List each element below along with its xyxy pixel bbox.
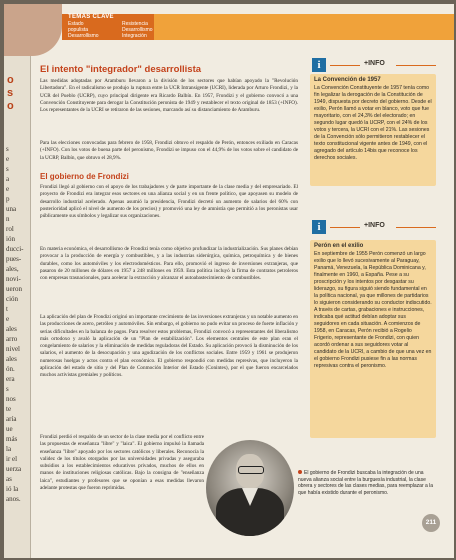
left-page-fragment: nivel	[6, 345, 20, 353]
paragraph-6: Frondizi perdió el respaldo de un sector de la clase media por el conflicto entre las propuestas de enseñanza "libre" y "laica". El gobierno impulsó la llamada enseñanza "libre" apoyado por los sectores católicos y liberales. Reconocía la validez de los títulos otorgados por las universidades privadas y aseguraba subsidios a los establecimientos educativos privados, muchos de ellos en manos de instituciones religiosas católicas. Bajo la consigna de "enseñanza laica", estudiantes y profesores que se oponían a esas medidas llevaron adelante protestas que fueron reprimidas.	[40, 434, 204, 492]
left-page-letter: o	[7, 74, 14, 86]
left-page-fragment: as	[6, 475, 12, 483]
info-tag: +INFO	[364, 222, 385, 229]
left-page-fragment: s	[6, 385, 9, 393]
paragraph-2: Para las elecciones convocadas para febrero de 1958, Frondizi obtuvo el respaldo de Perón, entonces exiliado en Caracas (+INFO). Con los votos de buena parte del peronismo, Frondizi se impuso con el 44,9% de los votos sobre el candidato de la UCRP, Balbín, que obtuvo el 28,9%.	[40, 140, 298, 161]
left-page-fragment: ir el	[6, 455, 18, 463]
left-page-fragment: ción	[6, 295, 19, 303]
left-page-fragment: más	[6, 435, 18, 443]
left-page-fragment: rol	[6, 225, 14, 233]
left-page-fragment: e	[6, 315, 10, 323]
banner-keyword: Integración	[122, 33, 147, 39]
left-page-fragment: ales,	[6, 265, 19, 273]
left-page-fragment: ales	[6, 355, 17, 363]
info-box-title: Perón en el exilio	[314, 243, 364, 249]
info-box-1-header	[310, 58, 436, 72]
paragraph-5: La aplicación del plan de Frondizi originó un importante crecimiento de las inversiones extranjeras y un notable aumento en las producciones de acero, petróleo y automóviles. Sin embargo, el gobierno no pudo evitar un proceso de fuerte inflación y serias dificultades en la balanza de pagos. Para resolver estos problemas, Frondizi convocó a representantes del liberalismo más ortodoxo y avaló la aplicación de un "Plan de estabilización". Los elementos centrales de este plan eran el congelamiento de salarios y la eliminación de medidas reguladoras del Estado. Su aplicación provocó la disminución de los salarios, el aumento de la desocupación y una agudización de los conflictos sociales. Entre 1959 y 1961 se produjeron numerosas huelgas y actos contra el plan económico. El gobierno respondió con medidas represivas, que incluyeron la aplicación del estado de sitio y del Plan de Conmoción Interior del Estado (Conintes), por el que fueron encarcelados muchos activistas gremiales y políticos.	[40, 314, 298, 379]
paragraph-1: Las medidas adoptadas por Aramburu llevaron a la división de los sectores que habían apoyado la "Revolución Libertadora". En el radicalismo se produjo la ruptura entre la UCR Intransigente (UCRI), liderada por Arturo Frondizi, y la UCR del Pueblo (UCRP), cuyo principal dirigente era Ricardo Balbín. En 1957, Frondizi y el gobierno convocó a una Convención Constituyente para derogar la Constitución peronista de 1949 y restablecer el texto original de 1853 (+INFO). Los representantes de la UCRI se retiraron de las sesiones, marcando así su distanciamiento de Aramburu.	[40, 78, 298, 114]
left-page-fragment: s	[6, 145, 9, 153]
banner-keyword: Desarrollismo	[68, 33, 99, 39]
left-page-text	[6, 144, 24, 504]
info-box-2-header	[310, 220, 436, 234]
info-divider	[330, 227, 360, 228]
left-page-fragment: arro	[6, 335, 18, 343]
banner-keyword: populista	[68, 27, 89, 33]
left-page-fragment: la	[6, 445, 12, 453]
caption-bullet-icon	[298, 470, 302, 474]
frondizi-portrait-photo	[206, 440, 294, 536]
thumb	[4, 4, 62, 56]
left-page-fragment: una	[6, 205, 17, 213]
left-page-fragment: pues-	[6, 255, 22, 263]
left-page-fragment: s	[6, 165, 9, 173]
left-page-fragment: era	[6, 375, 15, 383]
left-page-fragment: e	[6, 155, 10, 163]
caption-text: El gobierno de Frondizi buscaba la integración de una nueva alianza social entre la burguesía industrial, la clase obrera y sectores de las clases medias, para reemplazar a la que había existido durante el peronismo.	[298, 470, 434, 496]
info-box-text: La Convención Constituyente de 1957 tenía como fin legalizar la derogación de la Constitución de 1949, dispuesta por decreto del gobierno. Desde el exilio, Perón llamó a votar en blanco, voto que fue mayoritario, con el 24,3% del electorado; en segundo lugar quedó la UCRP, con el 24% de los votos y tercera, la UCRI con el 21%. Las sesiones de la Convención sólo permitieron restablecer el texto constitucional vigente antes de 1949, con el agregado del artículo 14bis que reconoce los derechos sociales.	[314, 85, 432, 161]
left-page-fragment: ducci-	[6, 245, 24, 253]
left-page-fragment: uerza	[6, 465, 22, 473]
paragraph-3: Frondizi llegó al gobierno con el apoyo de los trabajadores y de parte importante de la clase media y del empresariado. El proyecto de Frondizi era integrar esos sectores en una alianza social y en un frente político, que apoyasen su modelo de desarrollo industrial acelerado. Apenas asumió la presidencia, Frondizi decretó un aumento de salarios del 60% con posterioridad aplicó el nivel de aumento de los precios) y promovió una ley de amnistía que permitió a los peronistas usar públicamente sus símbolos y legalizar sus organizaciones.	[40, 184, 298, 220]
page-number: 211	[422, 514, 440, 532]
banner-title: TEMAS CLAVE	[68, 14, 114, 20]
section-heading: El intento "integrador" desarrollista	[40, 64, 202, 75]
photo-caption	[298, 470, 434, 496]
info-divider	[330, 65, 360, 66]
portrait-glasses	[238, 466, 264, 474]
info-box-peron-exilio	[310, 240, 436, 438]
left-page-letter: s	[7, 87, 14, 99]
banner-keyword: Estado	[68, 21, 84, 27]
banner-keyword: Resistencia	[122, 21, 148, 27]
left-page-fragment: nos	[6, 395, 16, 403]
left-page-fragment: te	[6, 405, 12, 413]
left-page-fragment: a	[6, 175, 10, 183]
left-page-letter: o	[7, 100, 14, 112]
left-page-fragment: ón.	[6, 365, 15, 373]
subsection-heading: El gobierno de Frondizi	[40, 172, 129, 181]
left-page-fragment: ales	[6, 325, 17, 333]
book-page	[4, 4, 454, 558]
left-page-fragment: t	[6, 305, 8, 313]
left-page-fragment: p	[6, 195, 10, 203]
info-divider	[396, 227, 436, 228]
left-page-letters	[7, 74, 14, 113]
info-divider	[396, 65, 436, 66]
banner-keywords-col2	[122, 21, 153, 39]
info-box-convencion	[310, 74, 436, 186]
info-box-title: La Convención de 1957	[314, 77, 381, 83]
paragraph-4: En materia económica, el desarrollismo de Frondizi tenía como objetivo profundizar la industrialización. Sus planes debían provocar a la producción de energía y combustibles, y a las industrias siderúrgica, química, petroquímica y de bienes durables, como los automóviles y los electrodomésticos. Para ello, promovió el ingreso de inversiones extranjeras, que pasaron de 20 millones de dólares en 1957 a 248 millones en 1959. Esta política incluyó la firma de contratos petroleros con empresas trasnacionales, para acelerar la extracción y alcanzar el autoabastecimiento de combustibles.	[40, 246, 298, 282]
left-page-fragment: e	[6, 185, 10, 193]
left-page-fragment: ió la	[6, 485, 19, 493]
info-tag: +INFO	[364, 60, 385, 67]
banner-keywords-col1	[68, 21, 99, 39]
banner-keyword: Desarrollismo	[122, 27, 153, 33]
left-page-fragment: ión	[6, 235, 15, 243]
left-page-fragment: aría	[6, 415, 17, 423]
info-icon: i	[312, 220, 326, 234]
left-page-fragment: ueron	[6, 285, 22, 293]
left-page-edge	[4, 4, 31, 558]
info-icon: i	[312, 58, 326, 72]
left-page-fragment: ue	[6, 425, 13, 433]
left-page-fragment: novi-	[6, 275, 21, 283]
left-page-fragment: anos.	[6, 495, 21, 503]
left-page-fragment: n	[6, 215, 10, 223]
info-box-text: En septiembre de 1955 Perón comenzó un largo exilio que lo llevó sucesivamente al Paraguay, Panamá, Venezuela, la República Dominicana y, finalmente en 1960, a España. Pese a su proscripción y los intentos por desgastar su liderazgo, su figura siguió siendo fundamental en la política nacional, ya que millones de partidarios lo siguieron considerando su conductor indiscutido. A través de cartas, grabaciones e instrucciones, indicaba qué actitud debían adoptar sus seguidores en cada situación. A comienzos de 1958, en Caracas, Perón recibió a Rogelio Frigerio, representante de Frondizi, con quien acordó ordenar a sus seguidores votar al candidato de la UCRI, a cambio de que una vez en el gobierno Frondizi pusiese fin a las normas represivas contra el peronismo.	[314, 251, 432, 369]
